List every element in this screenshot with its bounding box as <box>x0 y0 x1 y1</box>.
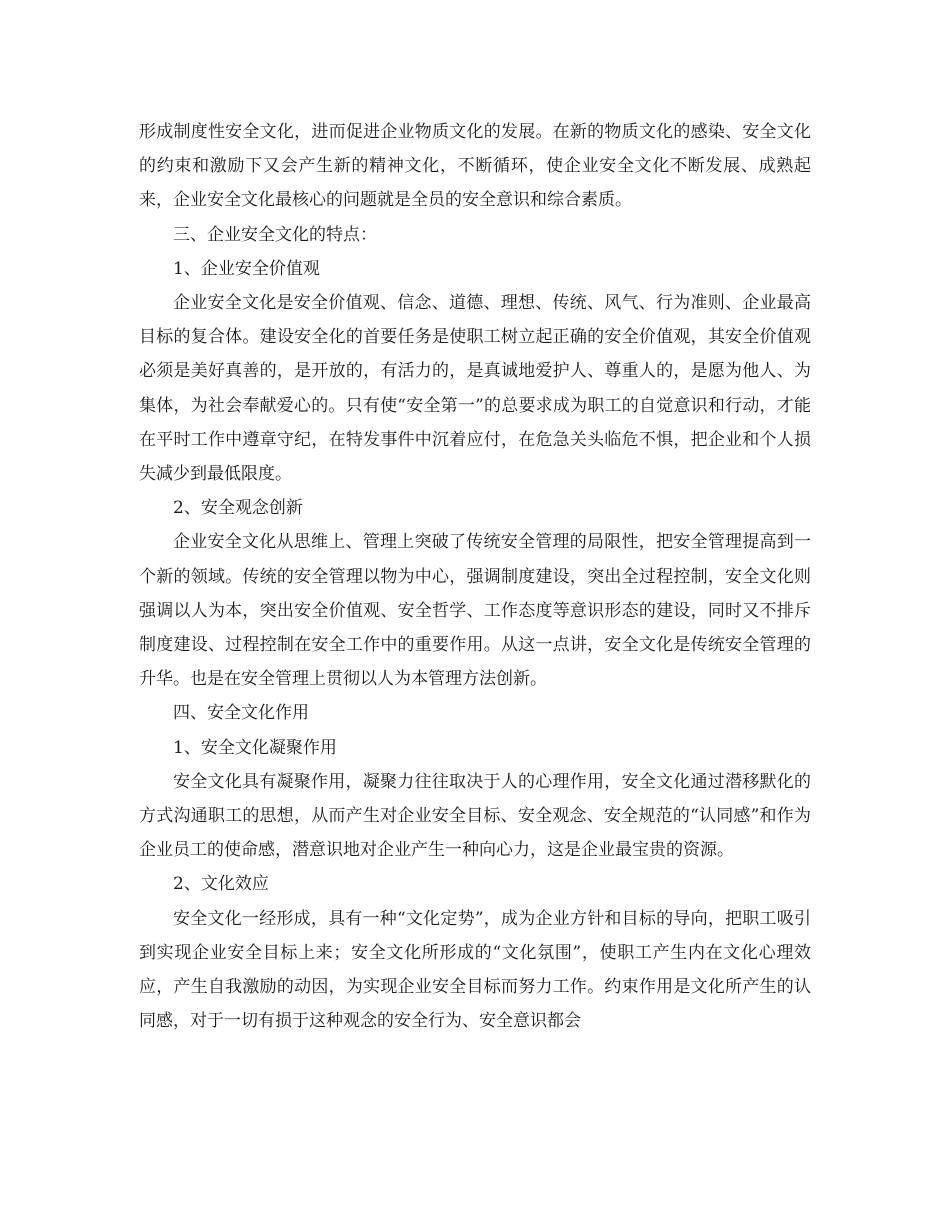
paragraph-continuation: 形成制度性安全文化，进而促进企业物质文化的发展。在新的物质文化的感染、安全文化的约束和激励下又会产生新的精神文化，不断循环，使企业安全文化不断发展、成熟起来，企业安全文化最核心的问题就是全员的安全意识和综合素质。 <box>139 122 811 211</box>
section-heading-role: 四、安全文化作用 <box>173 703 309 724</box>
subheading-cultural-effect: 2、文化效应 <box>173 874 269 895</box>
paragraph-safety-values: 企业安全文化是安全价值观、信念、道德、理想、传统、风气、行为准则、企业最高目标的复合体。建设安全化的首要任务是使职工树立起正确的安全价值观，其安全价值观必须是美好真善的，是开放的，有活力的，是真诚地爱护人、尊重人的，是愿为他人、为集体，为社会奉献爱心的。只有使“安全第一”的总要求成为职工的自觉意识和行动，才能在平时工作中遵章守纪，在特发事件中沉着应付，在危急关头临危不惧，把企业和个人损失减少到最低限度。 <box>139 293 811 485</box>
subheading-cohesion: 1、安全文化凝聚作用 <box>173 737 337 758</box>
section-heading-features: 三、企业安全文化的特点： <box>173 224 377 245</box>
paragraph-cohesion: 安全文化具有凝聚作用，凝聚力往往取决于人的心理作用，安全文化通过潜移默化的方式沟通职工的思想，从而产生对企业安全目标、安全观念、安全规范的“认同感”和作为企业员工的使命感，潜意识地对企业产生一种向心力，这是企业最宝贵的资源。 <box>139 771 811 861</box>
subheading-safety-values: 1、企业安全价值观 <box>173 258 320 279</box>
paragraph-concept-innovation: 企业安全文化从思维上、管理上突破了传统安全管理的局限性，把安全管理提高到一个新的领域。传统的安全管理以物为中心，强调制度建设，突出全过程控制，安全文化则强调以人为本，突出安全价值观、安全哲学、工作态度等意识形态的建设，同时又不排斥制度建设、过程控制在安全工作中的重要作用。从这一点讲，安全文化是传统安全管理的升华。也是在安全管理上贯彻以人为本管理方法创新。 <box>139 532 811 690</box>
paragraph-cultural-effect: 安全文化一经形成，具有一种“文化定势”，成为企业方针和目标的导向，把职工吸引到实现企业安全目标上来；安全文化所形成的“文化氛围”，使职工产生内在文化心理效应，产生自我激励的动因，为实现企业安全目标而努力工作。约束作用是文化所产生的认同感，对于一切有损于这种观念的安全行为、安全意识都会 <box>139 908 811 1032</box>
subheading-concept-innovation: 2、安全观念创新 <box>173 498 303 519</box>
document-body <box>139 115 811 1038</box>
